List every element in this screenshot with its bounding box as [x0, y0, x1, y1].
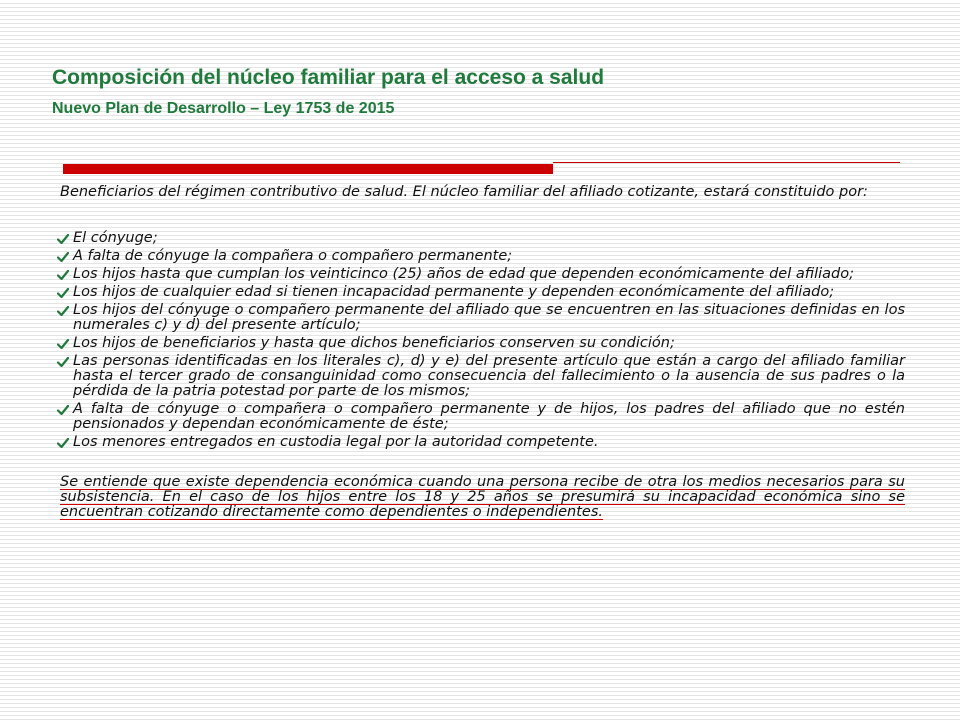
- slide-subtitle: Nuevo Plan de Desarrollo – Ley 1753 de 2015: [52, 100, 395, 117]
- list-item-text: El cónyuge;: [73, 230, 158, 246]
- list-item: [60, 402, 905, 432]
- list-item: [60, 354, 905, 399]
- closing-paragraph: Se entiende que existe dependencia económica cuando una persona recibe de otra los medios necesarios para su subsistencia. En el caso de los hijos entre los 18 y 25 años se presumirá su incapacidad económica sino se encuentran cotizando directamente como dependientes o independientes.: [60, 474, 905, 520]
- list-item-text: Los menores entregados en custodia legal por la autoridad competente.: [73, 434, 599, 450]
- accent-rule-thin: [553, 162, 900, 163]
- list-item: [60, 267, 905, 282]
- check-icon: [57, 339, 69, 349]
- list-item-text: Los hijos del cónyuge o compañero permanente del afiliado que se encuentren en las situaciones definidas en los numerales c) y d) del presente artículo;: [73, 302, 905, 333]
- list-item: [60, 303, 905, 333]
- check-icon: [57, 438, 69, 448]
- list-item-text: Los hijos hasta que cumplan los veinticinco (25) años de edad que dependen económicamente del afiliado;: [73, 266, 855, 282]
- list-item-text: A falta de cónyuge o compañera o compañero permanente y de hijos, los padres del afiliado que no estén pensionados y dependan económicamente de éste;: [73, 401, 905, 432]
- list-item: [60, 231, 905, 246]
- list-item: [60, 435, 905, 450]
- slide-title: Composición del núcleo familiar para el acceso a salud: [52, 66, 605, 89]
- check-icon: [57, 234, 69, 244]
- check-icon: [57, 252, 69, 262]
- intro-paragraph: Beneficiarios del régimen contributivo de salud. El núcleo familiar del afiliado cotizante, estará constituido por:: [60, 184, 868, 200]
- check-icon: [57, 288, 69, 298]
- check-icon: [57, 357, 69, 367]
- list-item: [60, 249, 905, 264]
- list-item-text: Las personas identificadas en los literales c), d) y e) del presente artículo que están a cargo del afiliado familiar hasta el tercer grado de consanguinidad como consecuencia del fallecimiento o la ausencia de sus padres o la pérdida de la patria potestad por parte de los mismos;: [73, 353, 905, 399]
- check-icon: [57, 306, 69, 316]
- list-item-text: A falta de cónyuge la compañera o compañero permanente;: [73, 248, 513, 264]
- content-body: [60, 185, 905, 520]
- list-item-text: Los hijos de beneficiarios y hasta que dichos beneficiarios conserven su condición;: [73, 335, 675, 351]
- list-item-text: Los hijos de cualquier edad si tienen incapacidad permanente y dependen económicamente del afiliado;: [73, 284, 835, 300]
- beneficiaries-list: [60, 231, 905, 450]
- check-icon: [57, 405, 69, 415]
- accent-bar-thick: [63, 164, 553, 174]
- list-item: [60, 285, 905, 300]
- list-item: [60, 336, 905, 351]
- check-icon: [57, 270, 69, 280]
